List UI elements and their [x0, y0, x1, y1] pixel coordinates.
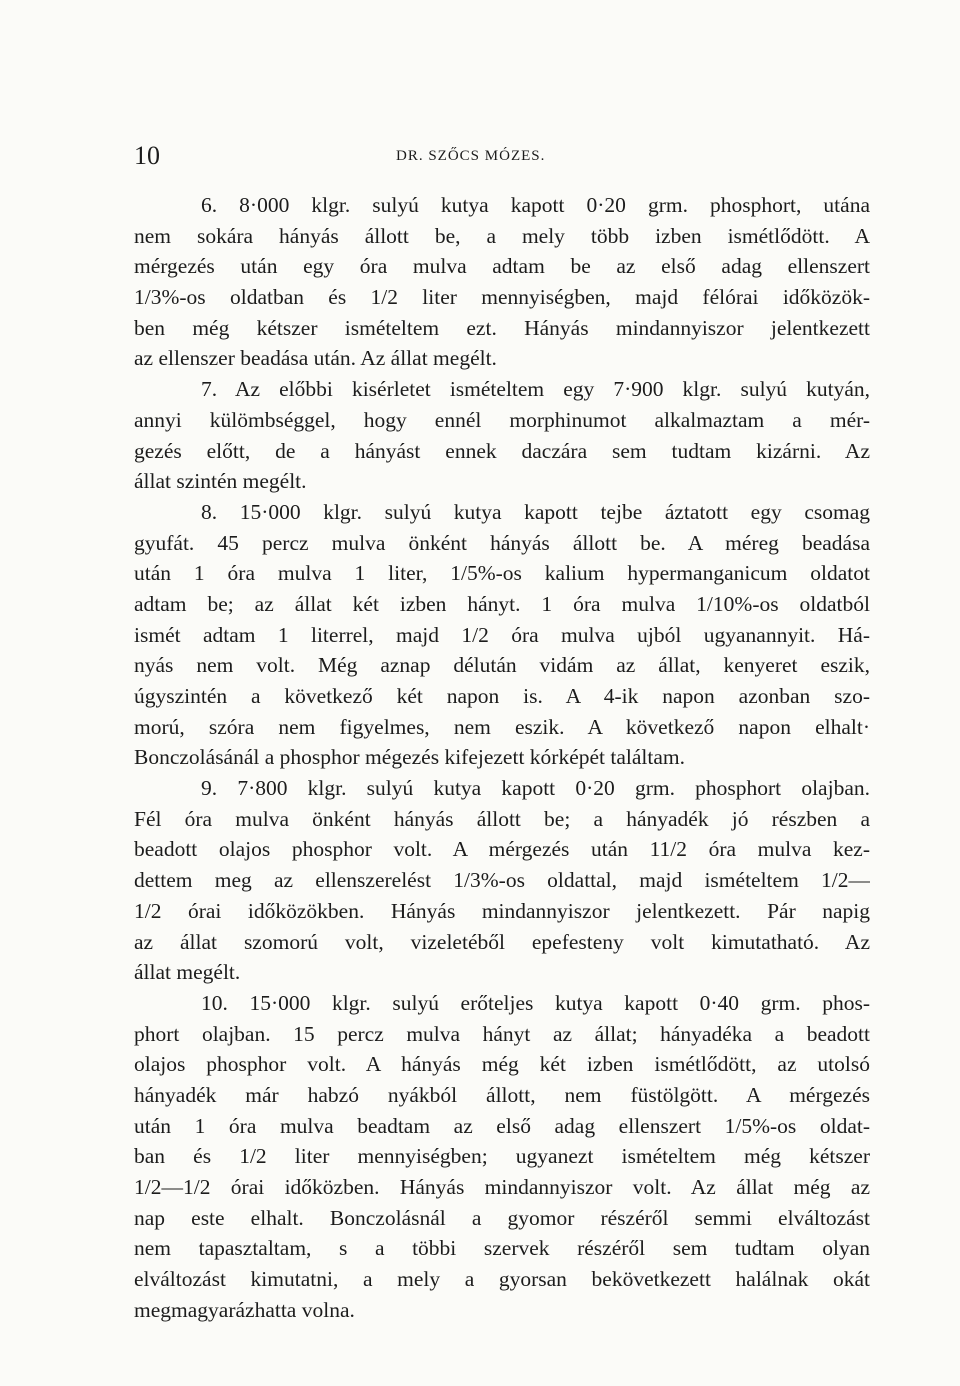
text-line: mérgezés után egy óra mulva adtam be az első adag ellenszert: [134, 254, 870, 279]
text-line: 6. 8·000 klgr. sulyú kutya kapott 0·20 grm. phosphort, utána: [201, 193, 870, 217]
text-line: olajos phosphor volt. A hányás még két izben ismétlődött, az utolsó: [134, 1052, 870, 1077]
text-line: elváltozást kimutatni, a mely a gyorsan bekövetkezett halálnak okát: [134, 1267, 870, 1292]
text-line: Bonczolásánál a phosphor mégezés kifejezett kórképét találtam.: [134, 745, 686, 770]
text-line: 7. Az előbbi kisérletet ismételtem egy 7·900 klgr. sulyú kutyán,: [201, 377, 870, 402]
text-line: 1/2 órai időközökben. Hányás mindannyiszor jelentkezett. Pár napig: [134, 898, 870, 923]
text-line: állat szintén megélt.: [134, 469, 307, 494]
text-line: után 1 óra mulva 1 liter, 1/5%-os kalium hypermanganicum oldatot: [134, 561, 870, 586]
text-line: dettem meg az ellenszerelést 1/3%-os oldattal, majd ismételtem 1/2—: [134, 868, 870, 893]
text-line: gezés előtt, de a hányást ennek daczára sem tudtam kizárni. Az: [134, 438, 870, 463]
text-line: ban és 1/2 liter mennyiségben; ugyanezt ismételtem még kétszer: [134, 1144, 870, 1169]
text-line: 9. 7·800 klgr. sulyú kutya kapott 0·20 grm. phosphort olajban.: [201, 776, 870, 801]
page-header: [134, 138, 870, 174]
text-line: állat megélt.: [134, 960, 241, 985]
text-line: ben még kétszer ismételtem ezt. Hányás mindannyiszor jelentkezett: [134, 315, 870, 340]
body-text: [134, 190, 870, 1325]
text-line: beadott olajos phosphor volt. A mérgezés után 11/2 óra mulva kez-: [134, 837, 870, 862]
text-line: annyi külömbséggel, hogy ennél morphinumot alkalmaztam a mér-: [134, 407, 870, 432]
text-line: után 1 óra mulva beadtam az első adag ellenszert 1/5%-os oldat-: [134, 1113, 870, 1138]
text-line: nem tapasztaltam, s a többi szervek részéről sem tudtam olyan: [134, 1236, 870, 1261]
text-line: gyufát. 45 percz mulva önként hányás állott be. A méreg beadása: [134, 530, 870, 555]
text-line: adtam be; az állat két izben hányt. 1 óra mulva 1/10%-os oldatból: [134, 591, 870, 616]
text-line: 10. 15·000 klgr. sulyú erőteljes kutya kapott 0·40 grm. phos-: [201, 990, 870, 1015]
text-line: Fél óra mulva önként hányás állott be; a hányadék jó részben a: [134, 806, 870, 831]
text-line: hányadék már habzó nyákból állott, nem füstölgött. A mérgezés: [134, 1082, 870, 1107]
text-line: 1/3%-os oldatban és 1/2 liter mennyiségben, majd félórai időközök-: [134, 285, 870, 310]
text-line: nap este elhalt. Bonczolásnál a gyomor részéről semmi elváltozást: [134, 1205, 870, 1230]
text-line: morú, szóra nem figyelmes, nem eszik. A következő napon elhalt·: [134, 714, 870, 739]
page-number: 10: [134, 141, 160, 170]
text-line: 1/2—1/2 órai időközben. Hányás mindannyiszor volt. Az állat még az: [134, 1175, 870, 1199]
text-line: az ellenszer beadása után. Az állat megélt.: [134, 346, 497, 371]
text-line: nyás nem volt. Még aznap délután vidám az állat, kenyeret eszik,: [134, 653, 870, 678]
text-line: nem sokára hányás állott be, a mely több izben ismétlődött. A: [134, 223, 870, 248]
running-head: DR. SZŐCS MÓZES.: [396, 148, 546, 164]
text-line: megmagyarázhatta volna.: [134, 1297, 355, 1322]
text-line: ismét adtam 1 literrel, majd 1/2 óra mulva ujból ugyanannyit. Há-: [134, 622, 870, 647]
text-line: úgyszintén a következő két napon is. A 4-ik napon azonban szo-: [134, 684, 870, 708]
text-line: az állat szomorú volt, vizeletéből epefesteny volt kimutatható. Az: [134, 929, 870, 954]
text-line: 8. 15·000 klgr. sulyú kutya kapott tejbe áztatott egy csomag: [201, 499, 870, 524]
text-line: phort olajban. 15 percz mulva hányt az állat; hányadéka a beadott: [134, 1021, 870, 1046]
